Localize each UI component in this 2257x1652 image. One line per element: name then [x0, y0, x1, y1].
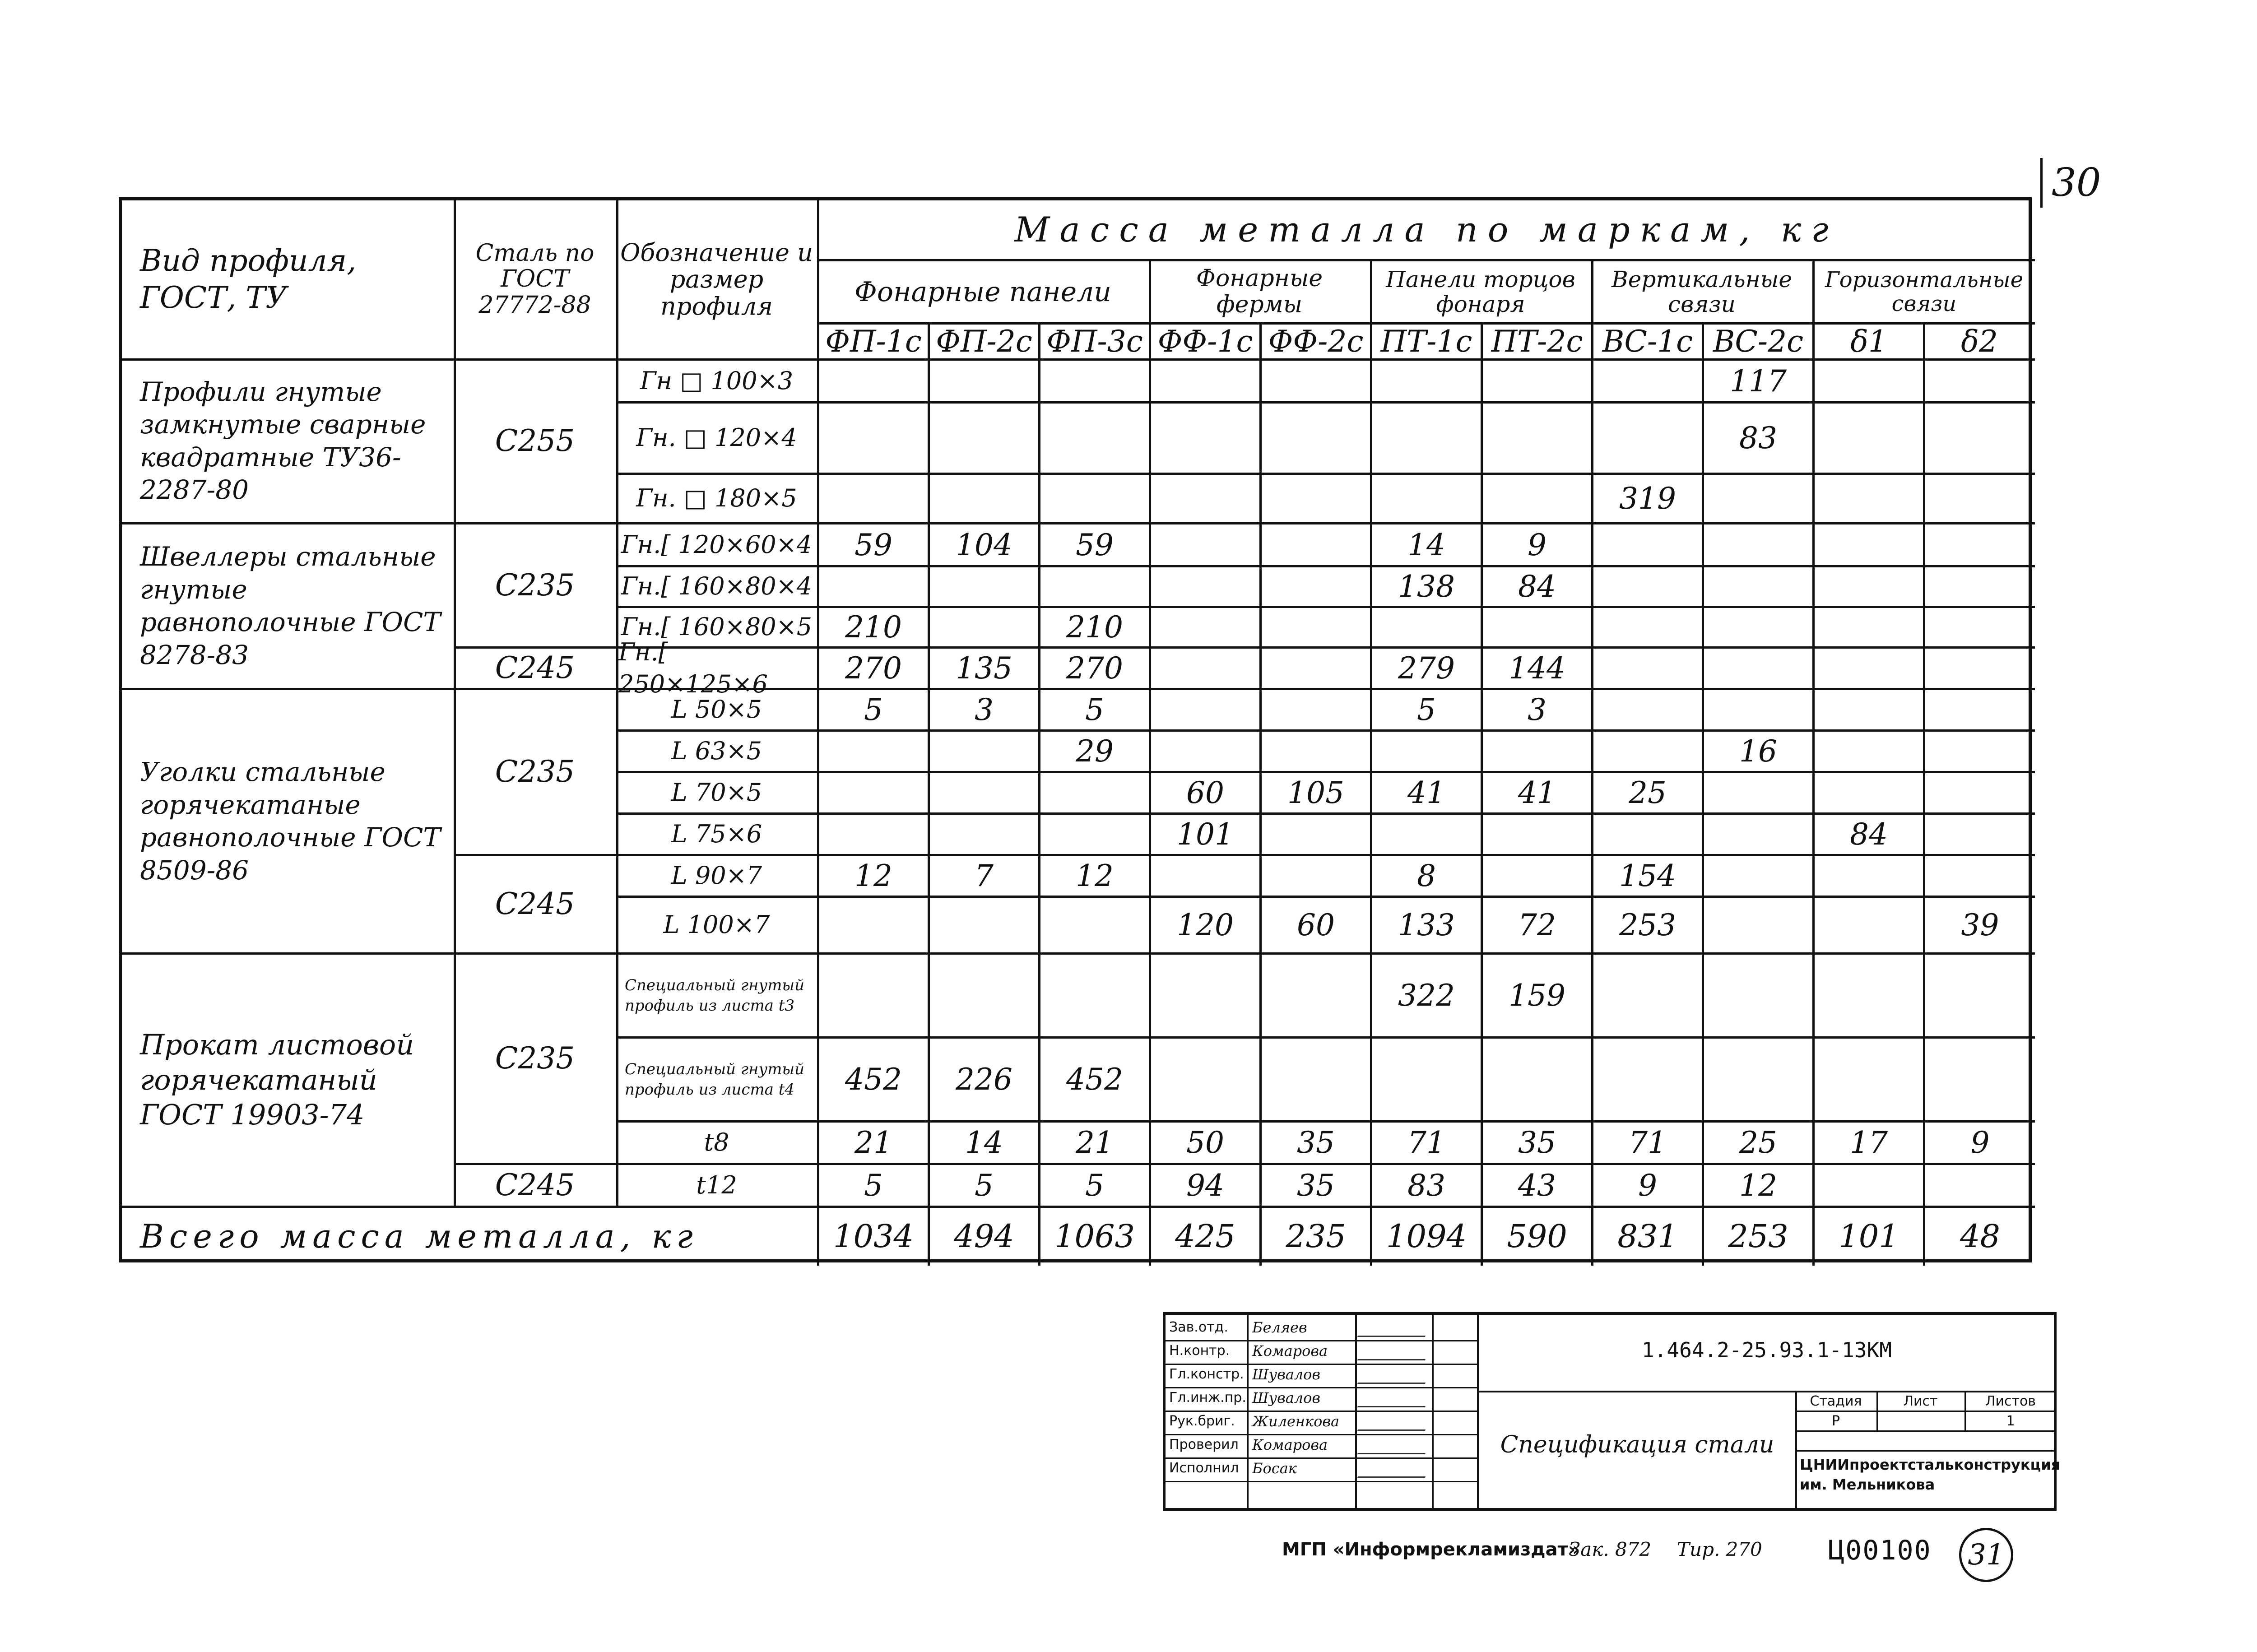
mass-value	[1704, 856, 1812, 896]
mass-value: 39	[1961, 908, 1999, 942]
mass-value: 12	[1739, 1168, 1777, 1203]
mass-value	[1483, 856, 1591, 896]
mass-value	[1925, 1165, 2035, 1206]
mass-value	[819, 732, 928, 771]
mass-value	[1593, 608, 1702, 646]
profile-designation: Гн.[ 160×80×5	[621, 613, 813, 641]
mass-value	[1815, 404, 1923, 473]
mass-value	[1925, 608, 2035, 646]
mass-value	[1372, 732, 1481, 771]
mark-header: ФФ-1с	[1157, 324, 1253, 359]
signature-mark	[1357, 1460, 1431, 1478]
mass-value	[930, 567, 1038, 606]
total-value: 425	[1175, 1217, 1235, 1255]
mass-value: 71	[1407, 1125, 1445, 1160]
stage-value: Р	[1831, 1413, 1840, 1429]
mass-value: 3	[1528, 692, 1546, 727]
mass-value: 5	[864, 1168, 883, 1203]
mass-value	[1372, 1039, 1481, 1120]
mass-value	[1593, 955, 1702, 1036]
mass-value	[1593, 567, 1702, 606]
mass-value: 5	[1417, 692, 1436, 727]
profile-designation: L 75×6	[671, 820, 762, 849]
signature-mark	[1357, 1319, 1431, 1337]
mass-value: 35	[1518, 1125, 1556, 1160]
mass-value: 50	[1186, 1125, 1224, 1160]
mass-value: 41	[1518, 775, 1556, 810]
signature-mark	[1357, 1413, 1431, 1431]
profile-group-label: Уголки стальные горячекатаные равнополочные ГОСТ 8509-86	[140, 756, 441, 886]
mass-value	[1593, 690, 1702, 729]
sheet-label: Лист	[1903, 1393, 1938, 1409]
mass-value	[1262, 856, 1370, 896]
steel-grade: С255	[495, 423, 575, 458]
mass-value: 452	[1066, 1062, 1123, 1097]
mass-value	[1151, 732, 1259, 771]
mass-value	[819, 475, 928, 522]
mass-value	[1151, 404, 1259, 473]
title-block	[1163, 1312, 2061, 1511]
mass-value: 226	[956, 1062, 1012, 1097]
order-number: Зак. 872	[1569, 1538, 1652, 1560]
mass-value	[1372, 404, 1481, 473]
mass-value	[1925, 475, 2035, 522]
mass-value	[1925, 1039, 2035, 1120]
mass-value	[1483, 404, 1591, 473]
document-cipher: Ц00100	[1828, 1535, 1932, 1566]
total-value: 48	[1960, 1217, 2001, 1255]
header-profile-type: Вид профиля, ГОСТ, ТУ	[140, 243, 357, 315]
mass-value	[1815, 690, 1923, 729]
mass-value: 117	[1730, 363, 1787, 399]
mass-value	[1815, 1039, 1923, 1120]
total-value: 253	[1728, 1217, 1788, 1255]
mass-value	[1483, 1039, 1591, 1120]
group-header-lantern-panels: Фонарные панели	[855, 276, 1111, 308]
profile-designation: L 63×5	[671, 737, 762, 766]
mass-value: 35	[1297, 1125, 1335, 1160]
mass-value	[1262, 1039, 1370, 1120]
sheets-value: 1	[2006, 1413, 2015, 1429]
mass-value	[930, 815, 1038, 854]
mass-value: 253	[1619, 908, 1676, 942]
mass-value	[1151, 955, 1259, 1036]
profile-designation: L 100×7	[663, 910, 770, 939]
mass-value	[930, 361, 1038, 401]
mass-value: 279	[1398, 651, 1455, 686]
mass-value: 104	[956, 527, 1012, 562]
mass-value	[1815, 898, 1923, 952]
total-value: 831	[1617, 1217, 1678, 1255]
mass-value	[1815, 1165, 1923, 1206]
signature-role: Н.контр.	[1169, 1343, 1230, 1359]
mass-value: 322	[1398, 978, 1455, 1013]
page-number-top: 30	[2040, 158, 2101, 208]
mark-header: δ2	[1961, 324, 1998, 359]
mass-value	[1262, 649, 1370, 688]
mass-value: 29	[1076, 734, 1114, 769]
mass-value	[1593, 524, 1702, 565]
signature-role: Гл.инж.пр.	[1169, 1390, 1246, 1406]
mass-value: 17	[1850, 1125, 1888, 1160]
mark-header: ПТ-2с	[1491, 324, 1583, 359]
mass-value	[930, 475, 1038, 522]
mass-value	[1151, 690, 1259, 729]
mass-value	[1262, 815, 1370, 854]
mass-value	[930, 955, 1038, 1036]
mass-value: 35	[1297, 1168, 1335, 1203]
mass-value	[1815, 475, 1923, 522]
mass-value: 84	[1518, 569, 1556, 604]
mass-value	[1815, 856, 1923, 896]
profile-designation: Специальный гнутый профиль из листа t4	[625, 1060, 805, 1099]
mass-value: 5	[864, 692, 883, 727]
mass-value	[819, 567, 928, 606]
mass-value: 9	[1638, 1168, 1657, 1203]
profile-group-label: Профили гнутые замкнутые сварные квадратные ТУ36-2287-80	[140, 376, 426, 505]
mass-value: 5	[1085, 1168, 1104, 1203]
mass-value: 14	[1407, 527, 1445, 562]
mass-value	[1704, 815, 1812, 854]
profile-designation: Специальный гнутый профиль из листа t3	[625, 976, 805, 1015]
mass-value: 21	[855, 1125, 892, 1160]
mass-value: 9	[1528, 527, 1546, 562]
mass-value	[1704, 567, 1812, 606]
profile-designation: L 50×5	[671, 695, 762, 724]
mass-value	[1593, 649, 1702, 688]
mass-value	[1483, 732, 1591, 771]
mass-value	[1704, 524, 1812, 565]
mass-value	[1815, 608, 1923, 646]
mass-value	[1262, 732, 1370, 771]
profile-designation: Гн. □ 120×4	[636, 423, 797, 452]
mark-header: ВС-2с	[1713, 324, 1804, 359]
mass-value: 43	[1518, 1168, 1556, 1203]
mass-value	[1040, 475, 1149, 522]
mass-value: 270	[845, 651, 902, 686]
steel-grade: С235	[495, 567, 575, 603]
signature-name: Шувалов	[1252, 1389, 1321, 1406]
sheets-label: Листов	[1985, 1393, 2036, 1409]
mass-value: 452	[845, 1062, 902, 1097]
mass-value	[1040, 773, 1149, 812]
mark-header: ФП-1с	[825, 324, 922, 359]
mass-value: 21	[1076, 1125, 1114, 1160]
stage-label: Стадия	[1810, 1393, 1862, 1409]
signature-name: Босак	[1252, 1460, 1297, 1477]
mass-value	[1925, 732, 2035, 771]
profile-designation: Гн □ 100×3	[640, 366, 794, 395]
mass-value	[1040, 955, 1149, 1036]
mass-value: 60	[1297, 908, 1335, 942]
mass-value	[1925, 361, 2035, 401]
mass-value: 9	[1970, 1125, 1990, 1160]
mass-value: 25	[1629, 775, 1667, 810]
mass-value: 105	[1287, 775, 1344, 810]
mass-value: 14	[965, 1125, 1003, 1160]
total-value: 1034	[833, 1217, 914, 1255]
mass-value: 60	[1186, 775, 1224, 810]
mass-value	[1262, 475, 1370, 522]
mass-value	[1925, 649, 2035, 688]
signature-role: Зав.отд.	[1169, 1319, 1228, 1335]
signature-role: Рук.бриг.	[1169, 1413, 1235, 1429]
mass-value	[1815, 773, 1923, 812]
profile-designation: Гн.[ 250×125×6	[618, 638, 768, 698]
mass-value	[819, 773, 928, 812]
mass-value	[1704, 475, 1812, 522]
mass-value	[1040, 815, 1149, 854]
mass-value	[1151, 649, 1259, 688]
mass-value: 94	[1186, 1168, 1224, 1203]
mass-value	[1593, 1039, 1702, 1120]
mass-value	[1151, 856, 1259, 896]
mass-value: 319	[1619, 481, 1676, 516]
mass-value	[1262, 524, 1370, 565]
mass-value	[1151, 1039, 1259, 1120]
mass-value	[1262, 567, 1370, 606]
profile-designation: L 90×7	[671, 861, 762, 890]
signature-role: Проверил	[1169, 1437, 1239, 1452]
mass-value	[819, 361, 928, 401]
mass-value: 41	[1407, 775, 1445, 810]
mass-value	[1372, 815, 1481, 854]
mass-value	[930, 773, 1038, 812]
signature-role: Исполнил	[1169, 1460, 1239, 1476]
mass-value	[1593, 732, 1702, 771]
mass-value	[1925, 567, 2035, 606]
mass-value: 138	[1398, 569, 1455, 604]
signature-role: Гл.констр.	[1169, 1366, 1244, 1382]
mass-value	[1593, 361, 1702, 401]
document-code: 1.464.2-25.93.1-13КМ	[1642, 1338, 1892, 1362]
group-header-vertical-bracing: Вертикальные связи	[1611, 266, 1792, 317]
header-designation: Обозначение и размер профиля	[620, 238, 813, 320]
mass-value	[1262, 955, 1370, 1036]
mass-value: 5	[975, 1168, 994, 1203]
page-number: 31	[1959, 1528, 2013, 1582]
mass-value: 3	[975, 692, 994, 727]
totals-label: Всего масса металла, кг	[140, 1217, 698, 1255]
mass-value	[1815, 567, 1923, 606]
document-title: Спецификация стали	[1500, 1431, 1774, 1458]
mass-value	[1372, 361, 1481, 401]
mass-value: 210	[1066, 610, 1123, 645]
mass-value	[1704, 608, 1812, 646]
mass-value	[1151, 608, 1259, 646]
mass-value: 5	[1085, 692, 1104, 727]
signature-mark	[1357, 1437, 1431, 1454]
mass-value	[1704, 649, 1812, 688]
mass-value: 12	[855, 858, 892, 893]
mass-value	[930, 608, 1038, 646]
profile-designation: Гн. □ 180×5	[636, 484, 797, 513]
profile-designation: Гн.[ 120×60×4	[621, 530, 813, 559]
total-value: 235	[1286, 1217, 1346, 1255]
mark-header: δ1	[1850, 324, 1887, 359]
mark-header: ПТ-1с	[1380, 324, 1472, 359]
organization: ЦНИИпроектстальконструкция им. Мельникова	[1800, 1456, 2061, 1493]
signature-mark	[1357, 1390, 1431, 1407]
mass-value	[1925, 955, 2035, 1036]
mass-value	[1925, 815, 2035, 854]
mass-value: 83	[1739, 421, 1777, 455]
total-value: 101	[1839, 1217, 1899, 1255]
steel-grade: С235	[495, 1040, 575, 1076]
signature-name: Комарова	[1252, 1436, 1328, 1453]
mass-value	[1593, 815, 1702, 854]
mass-value	[1040, 898, 1149, 952]
header-mass-title: Масса металла по маркам, кг	[1014, 209, 1839, 250]
mass-value: 8	[1417, 858, 1436, 893]
mass-value: 59	[1076, 527, 1114, 562]
mass-value	[819, 404, 928, 473]
profile-designation: Гн.[ 160×80×4	[621, 572, 813, 601]
mass-value	[1483, 608, 1591, 646]
mass-value	[1704, 898, 1812, 952]
mark-header: ФФ-2с	[1268, 324, 1364, 359]
mass-value: 12	[1076, 858, 1114, 893]
steel-grade: С235	[495, 754, 575, 789]
signature-name: Жиленкова	[1252, 1413, 1340, 1430]
mass-value: 83	[1407, 1168, 1445, 1203]
mass-value	[1925, 690, 2035, 729]
print-run: Тир. 270	[1677, 1538, 1762, 1560]
mass-value: 270	[1066, 651, 1123, 686]
mass-value	[930, 732, 1038, 771]
group-header-lantern-trusses: Фонарные фермы	[1196, 265, 1323, 318]
mass-value	[1040, 567, 1149, 606]
mass-value	[1815, 732, 1923, 771]
mark-header: ФП-2с	[936, 324, 1032, 359]
mass-value: 84	[1850, 817, 1888, 852]
steel-grade: С245	[495, 886, 575, 921]
mass-value: 25	[1739, 1125, 1777, 1160]
signature-mark	[1357, 1343, 1431, 1360]
mass-value: 159	[1509, 978, 1565, 1013]
mass-value	[1262, 608, 1370, 646]
mass-value	[1925, 856, 2035, 896]
mass-value	[1483, 815, 1591, 854]
mass-value	[1815, 524, 1923, 565]
mass-value	[1151, 475, 1259, 522]
mass-value	[930, 404, 1038, 473]
total-value: 1063	[1054, 1217, 1135, 1255]
mass-value: 154	[1619, 858, 1676, 893]
mass-value	[1704, 1039, 1812, 1120]
mass-value	[1925, 773, 2035, 812]
mass-value	[819, 955, 928, 1036]
group-header-horizontal-bracing: Горизонтальные связи	[1825, 267, 2023, 316]
steel-grade: С245	[495, 650, 575, 685]
mass-value	[930, 898, 1038, 952]
mass-value	[1151, 567, 1259, 606]
signature-name: Комарова	[1252, 1342, 1328, 1360]
header-steel: Сталь по ГОСТ 27772-88	[475, 240, 594, 319]
mass-value: 144	[1509, 651, 1565, 686]
mass-value	[1815, 649, 1923, 688]
profile-designation: t8	[704, 1128, 729, 1157]
mass-value	[1483, 361, 1591, 401]
mass-value: 59	[855, 527, 892, 562]
mass-value	[1262, 361, 1370, 401]
signature-name: Шувалов	[1252, 1366, 1321, 1383]
mass-value	[1815, 955, 1923, 1036]
signature-name: Беляев	[1252, 1319, 1307, 1336]
mass-value	[1704, 690, 1812, 729]
mass-value	[1925, 404, 2035, 473]
mass-value: 210	[845, 610, 902, 645]
profile-designation: t12	[696, 1170, 737, 1199]
mass-value: 16	[1739, 734, 1777, 769]
mass-value	[1262, 404, 1370, 473]
mass-value	[1151, 524, 1259, 565]
mass-value	[1262, 690, 1370, 729]
mass-value: 71	[1629, 1125, 1667, 1160]
mass-value	[1704, 773, 1812, 812]
mass-value	[1372, 475, 1481, 522]
signature-mark	[1357, 1366, 1431, 1384]
mass-value	[1483, 475, 1591, 522]
total-value: 1094	[1386, 1217, 1467, 1255]
mass-value	[1040, 404, 1149, 473]
mass-value	[1151, 361, 1259, 401]
mass-value: 101	[1177, 817, 1234, 852]
mass-value	[1040, 361, 1149, 401]
mass-value	[819, 815, 928, 854]
mass-value: 72	[1518, 908, 1556, 942]
mass-value	[1593, 404, 1702, 473]
profile-designation: L 70×5	[671, 778, 762, 807]
mass-value	[1704, 955, 1812, 1036]
group-header-end-panels: Панели торцов фонаря	[1386, 266, 1575, 317]
mass-value	[1815, 361, 1923, 401]
profile-group-label: Прокат листовой горячекатаный ГОСТ 19903-74	[140, 1028, 414, 1132]
mass-value: 135	[956, 651, 1012, 686]
mass-value	[1372, 608, 1481, 646]
mark-header: ФП-3с	[1046, 324, 1143, 359]
specification-table	[119, 197, 2032, 1262]
steel-grade: С245	[495, 1167, 575, 1202]
profile-group-label: Швеллеры стальные гнутые равнополочные ГОСТ 8278-83	[140, 541, 441, 670]
total-value: 494	[954, 1217, 1014, 1255]
mass-value	[819, 898, 928, 952]
mass-value: 120	[1177, 908, 1234, 942]
mass-value: 133	[1398, 908, 1455, 942]
publisher: МГП «Информрекламиздат»	[1282, 1539, 1580, 1560]
mass-value: 7	[975, 858, 994, 893]
mark-header: ВС-1с	[1602, 324, 1693, 359]
mass-value	[1925, 524, 2035, 565]
total-value: 590	[1507, 1217, 1567, 1255]
